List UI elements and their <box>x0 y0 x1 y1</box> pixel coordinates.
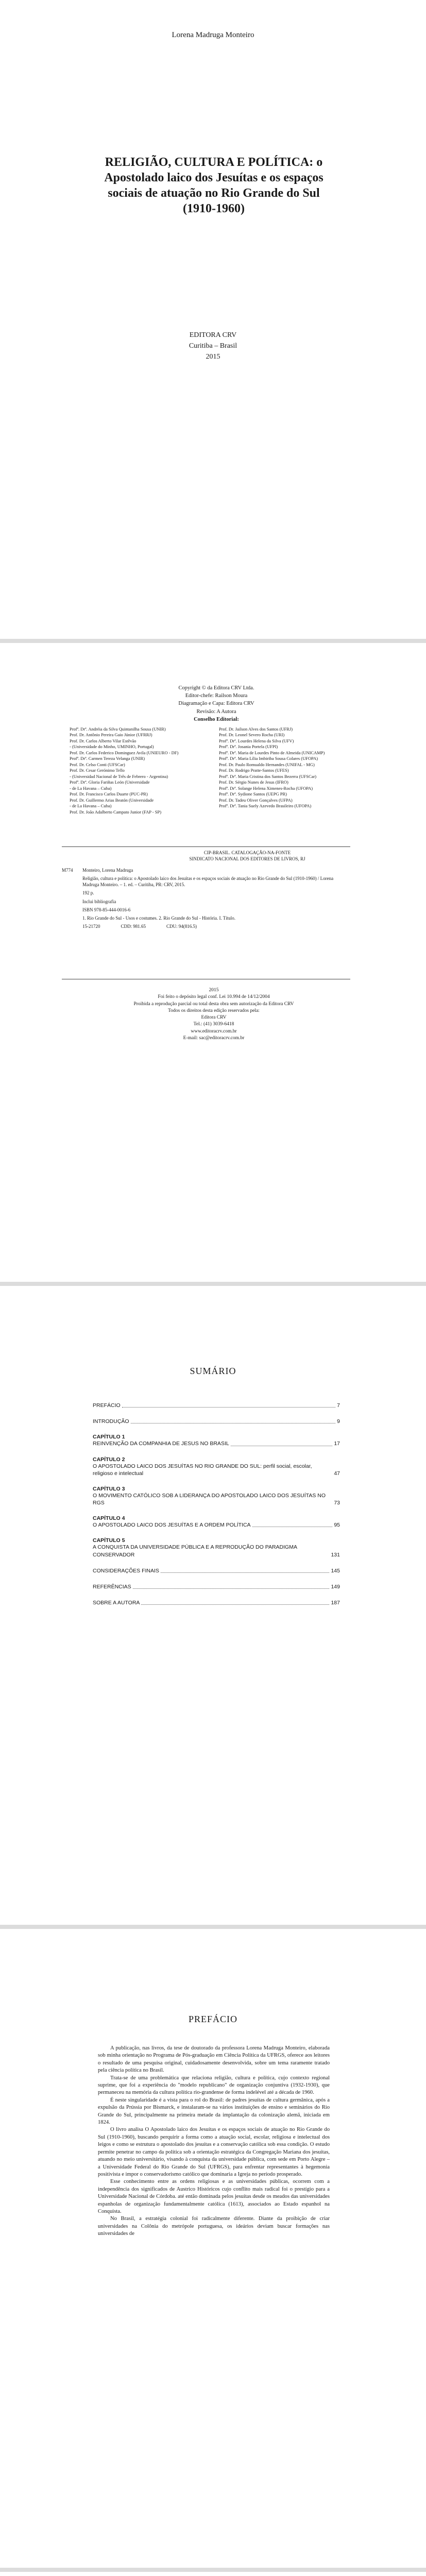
layout-line: Diagramação e Capa: Editora CRV <box>178 701 254 707</box>
cip-pages: 192 p. <box>82 890 94 896</box>
copyright-line: Copyright © da Editora CRV Ltda. <box>178 685 254 691</box>
paragraph: O livro analisa O Apostolado laico dos Jesuítas e os espaços sociais de atuação no Rio Grande do Sul (1910-1960), buscando perquirir a forma como a atuação social, escolar, religiosa e intelectual dos leigos e como se estrutura o apostolado dos jesuítas e a conservação católica sob essa condição. O estudo permite penetrar no campo da política sob a orientação estratégica da Congregação Mariana dos jesuítas, atuando no meio universitário, visando à conquista da universidade pública, com sede em Porto Alegre – a Universidade Federal do Rio Grande do Sul (UFRGS), para enfrentar representantes à hegemonia positivista e impor o conservadorismo católico que dominaria a Igreja no período prosperado. <box>98 2127 330 2177</box>
paragraph: Esse conhecimento entre as ordens religiosas e as universidades públicas, ocorrem com a independência dos significados de Austrico Históricos cujo conflito mais radical foi o prestígio para a Universidade Nacional de Córdoba. até então dominada pelos jesuítas desde os meados das universidades espanholas de organização fundamentalmente católica (1613), associados ao Estado espanhol na Conquista. <box>98 2179 330 2214</box>
toc-leader <box>161 1572 330 1573</box>
toc-chapter-number: CAPÍTULO 3 <box>93 1485 125 1492</box>
toc-page: 73 <box>334 1500 340 1506</box>
page-separator <box>0 1282 426 1286</box>
title-page-publisher: EDITORA CRV <box>189 331 237 339</box>
council-member: Profª. Drª. Tania Suely Azevedo Brasileiro (UFOPA) <box>219 803 312 809</box>
toc-chapter-entry <box>93 1544 340 1558</box>
cip-code: M774 <box>62 868 73 873</box>
council-member: Profª. Drª. Gloria Fariñas León (Universidade <box>70 779 150 785</box>
toc-chapter[interactable] <box>93 1537 340 1558</box>
cip-record <box>62 867 350 929</box>
toc-chapter[interactable] <box>93 1515 340 1529</box>
cip-bibliography: Inclui bibliografia <box>82 899 116 904</box>
toc-label: CONSIDERAÇÕES FINAIS <box>93 1567 159 1574</box>
summary-title: SUMÁRIO <box>190 1366 236 1376</box>
council-member: Prof. Dr. Antônio Pereira Gaio Júnior (UFRRJ) <box>70 732 152 738</box>
council-member: Profª. Drª. Sydione Santos (UEPG PR) <box>219 791 287 797</box>
council-member: Prof. Dr. Carlos Federico Dominguez Avila (UNIEURO - DF) <box>70 750 179 755</box>
copyright-footer <box>103 987 325 1042</box>
council-member: Prof. Dr. Rodrigo Pratte-Santos (UFES) <box>219 768 289 773</box>
title-page-title: RELIGIÃO, CULTURA E POLÍTICA: o Apostolado laico dos Jesuítas e os espaços sociais de atuação no Rio Grande do Sul (1910-1960) <box>104 156 323 215</box>
toc-page: 47 <box>334 1470 340 1477</box>
preface-page <box>0 1929 426 2568</box>
council-list-left <box>70 726 214 815</box>
review-line: Revisão: A Autora <box>196 708 236 715</box>
cip-top-rule <box>62 846 350 847</box>
council-member: Prof. Dr. Celso Conti (UFSCar) <box>70 761 125 767</box>
cip-classification-row <box>82 923 350 929</box>
council-member: Profª. Drª. Solange Helena Ximenes-Rocha (UFOPA) <box>219 785 313 791</box>
toc-item-about[interactable] <box>93 1599 340 1606</box>
council-member: Prof. Dr. Francisco Carlos Duarte (PUC-PR) <box>70 791 148 797</box>
council-member: Prof. Dr. Jailson Alves dos Santos (UFRJ) <box>219 726 293 732</box>
toc-chapter-entry <box>93 1440 340 1447</box>
paragraph: Trata-se de uma problemática que relaciona religião, cultura e política, cujo contexto regional suprime, que foi a experiência do "modelo republicano" de organização conjuntiva (1932-1930), que permaneceu na memória da cultura política rio-grandense de forma indelével até a década de 1960. <box>98 2075 330 2096</box>
cip-isbn: ISBN 978-85-444-0016-6 <box>82 907 131 912</box>
toc-chapter[interactable] <box>93 1456 340 1477</box>
toc-label: PREFÁCIO <box>93 1402 121 1409</box>
council-member: Prof. Dr. Cesar Gerónimo Tello <box>70 768 125 773</box>
council-member: Profª. Drª. Carmen Tereza Velanga (UNIR) <box>70 756 145 761</box>
toc-page: 149 <box>331 1583 340 1590</box>
toc-label: INTRODUÇÃO <box>93 1418 129 1425</box>
cip-subtitle: SINDICATO NACIONAL DOS EDITORES DE LIVROS, RJ <box>189 856 305 861</box>
cip-number: 15-21720 <box>82 923 100 929</box>
cip-author: Monteiro, Lorena Madruga <box>82 868 133 873</box>
council-member: Prof. Dr. Leonel Severo Rocha (URI) <box>219 732 285 738</box>
editorial-council <box>70 726 363 815</box>
toc-page: 131 <box>331 1551 340 1558</box>
toc-item-intro[interactable] <box>93 1418 340 1425</box>
council-member: Prof. Dr. Paulo Romualdo Hernandes (UNIFAL - MG) <box>219 761 315 767</box>
cip-cdd: CDD: 981.65 <box>121 923 146 929</box>
footer-site[interactable]: www.editoracrv.com.br <box>191 1028 237 1034</box>
toc-chapter-number: CAPÍTULO 5 <box>93 1537 125 1544</box>
page-separator <box>0 2568 426 2572</box>
toc-page: 145 <box>331 1567 340 1574</box>
footer-rights: Proibida a reprodução parcial ou total desta obra sem autorização da Editora CRV <box>133 1001 294 1007</box>
page-separator <box>0 639 426 643</box>
cip-body <box>82 867 350 929</box>
page-separator <box>0 1925 426 1929</box>
toc-chapter-number: CAPÍTULO 1 <box>93 1434 125 1440</box>
council-member: - de La Havana – Cuba) <box>70 803 112 809</box>
council-member: Profª. Drª. Maria Cristina dos Santos Bezerra (UFSCar) <box>219 773 317 779</box>
council-member: Profª. Drª. Lourdes Helena da Silva (UFV) <box>219 738 294 743</box>
toc-page: 9 <box>337 1418 340 1425</box>
title-page-publisher-block <box>0 330 426 362</box>
toc-label: REFERÊNCIAS <box>93 1583 131 1590</box>
council-member: - (Universidad Nacional de Três de Febrero - Argentina) <box>70 773 168 779</box>
toc-leader <box>141 1604 329 1605</box>
toc-chapters <box>93 1434 340 1558</box>
toc-page: 187 <box>331 1600 340 1606</box>
chief-editor-line: Editor-chefe: Railson Moura <box>185 693 248 699</box>
title-page-city: Curitiba – Brasil <box>189 342 237 350</box>
title-page-year: 2015 <box>206 353 220 361</box>
council-member: - (Universidade do Minho, UMINHO, Portugal) <box>70 744 154 750</box>
toc-item-final[interactable] <box>93 1567 340 1574</box>
toc-chapter-entry <box>93 1521 340 1529</box>
toc-label: O APOSTOLADO LAICO DOS JESUÍTAS NO RIO GRANDE DO SUL: perfil social, escolar, religioso e intelectual <box>93 1463 312 1477</box>
cip-cdu: CDU: 94(816.5) <box>166 923 197 929</box>
council-member: Profª. Drª. Josania Portela (UFPI) <box>219 744 278 750</box>
toc-item-preface[interactable] <box>93 1402 340 1409</box>
council-list-right <box>219 726 363 815</box>
toc-chapter[interactable] <box>93 1486 340 1506</box>
toc-label: A CONQUISTA DA UNIVERSIDADE PÚBLICA E A REPRODUÇÃO DO PARADIGMA CONSERVADOR <box>93 1544 297 1558</box>
council-member: Prof. Dr. Sérgio Nunes de Jesus (IFRO) <box>219 779 288 785</box>
council-title: Conselho Editorial: <box>194 716 239 722</box>
toc-label: O MOVIMENTO CATÓLICO SOB A LIDERANÇA DO APOSTOLADO LAICO DOS JESUÍTAS NO RGS <box>93 1492 326 1506</box>
toc-label: SOBRE A AUTORA <box>93 1600 140 1606</box>
council-member: Profª. Drª. Maria de Lourdes Pinto de Almeida (UNICAMP) <box>219 750 325 755</box>
summary-page <box>0 1286 426 1925</box>
council-member: Prof. Dr. Tadeu Oliver Gonçalves (UFPA) <box>219 797 293 803</box>
council-member: - de La Havana – Cuba) <box>70 785 112 791</box>
council-member: Profª. Drª. Maria Lília Imbiriba Sousa Colares (UFOPA) <box>219 756 318 761</box>
preface-title: PREFÁCIO <box>188 2014 238 2024</box>
cip-header <box>170 850 325 862</box>
copyright-header <box>149 684 283 723</box>
footer-year: 2015 <box>209 988 219 993</box>
paragraph: A publicação, nas livros, da tese de doutorado da professora Lorena Madruga Monteiro, elaborada sob minha orientação no Programa de Pós-graduação em Ciência Política da UFRGS, oferece aos leitores o resultado de uma pesquisa original, cuidadosamente desenvolvida, sobre um tema raramente tratado pela ciência política no Brasil. <box>98 2045 330 2074</box>
footer-publisher: Editora CRV <box>201 1015 227 1021</box>
toc-chapter-entry <box>93 1492 340 1506</box>
cip-title: CIP-BRASIL. CATALOGAÇÃO-NA-FONTE <box>203 850 291 855</box>
toc-page: 7 <box>337 1402 340 1409</box>
footer-email[interactable]: E-mail: sac@editoracrv.com.br <box>183 1036 245 1041</box>
toc-chapter[interactable] <box>93 1434 340 1447</box>
cip-description: Religião, cultura e política: o Apostolado laico dos Jesuítas e os espaços sociais de atuação no Rio Grande do Sul (1910-1960) / Lorena Madruga Monteiro. – 1. ed. – Curitiba, PR: CRV, 2015. <box>82 876 334 888</box>
preface-continued-page <box>0 2572 426 2576</box>
toc-chapter-number: CAPÍTULO 4 <box>93 1515 125 1522</box>
copyright-page <box>0 643 426 1282</box>
council-member: Profª. Drª. Andréia da Silva Quintanilha Sousa (UNIR) <box>70 726 166 732</box>
footer-reserved: Todos os direitos desta edição reservados pela: <box>168 1008 260 1013</box>
table-of-contents <box>93 1402 340 1615</box>
council-member: Prof. Dr. João Adalberto Campato Junior (FAP - SP) <box>70 809 162 815</box>
footer-phone: Tel.: (41) 3039-6418 <box>193 1022 234 1027</box>
paragraph: No Brasil, a estratégia colonial foi radicalmente diferente. Diante da proibição de criar universidades na Colônia do metrópole portuguesa, os ideários deviam buscar formações nas universidades de <box>98 2216 330 2237</box>
cip-subjects: 1. Rio Grande do Sul - Usos e costumes. 2. Rio Grande do Sul - História. I. Título. <box>82 915 236 921</box>
toc-chapter-entry <box>93 1463 340 1477</box>
footer-legal: Foi feito o depósito legal conf. Lei 10.994 de 14/12/2004 <box>158 994 270 1000</box>
toc-page: 95 <box>334 1522 340 1529</box>
toc-leader <box>122 1407 335 1408</box>
toc-label: O APOSTOLADO LAICO DOS JESUÍTAS E A ORDEM POLÍTICA <box>93 1522 251 1529</box>
toc-page: 17 <box>334 1440 340 1447</box>
preface-text <box>98 2045 330 2238</box>
toc-chapter-number: CAPÍTULO 2 <box>93 1456 125 1463</box>
toc-leader <box>133 1588 330 1589</box>
paragraph: É neste singularidade é a vista para o rol do Brasil: de padres jesuítas de cultura germânica, após a expulsão da Prússia por Bismarck, e instalaram-se na vários instituições de ensino e seminários do Rio Grande do Sul, principalmente na primeira metade da implantação da colonização alemã, iniciada em 1824. <box>98 2097 330 2126</box>
title-page-author: Lorena Madruga Monteiro <box>172 31 254 39</box>
toc-item-references[interactable] <box>93 1583 340 1590</box>
council-member: Prof. Dr. Carlos Alberto Vilar Estêvão <box>70 738 137 743</box>
title-page <box>0 0 426 639</box>
council-member: Prof. Dr. Guillermo Arias Beatón (Universidade <box>70 797 154 803</box>
toc-label: REINVENÇÃO DA COMPANHIA DE JESUS NO BRASIL <box>93 1440 229 1447</box>
